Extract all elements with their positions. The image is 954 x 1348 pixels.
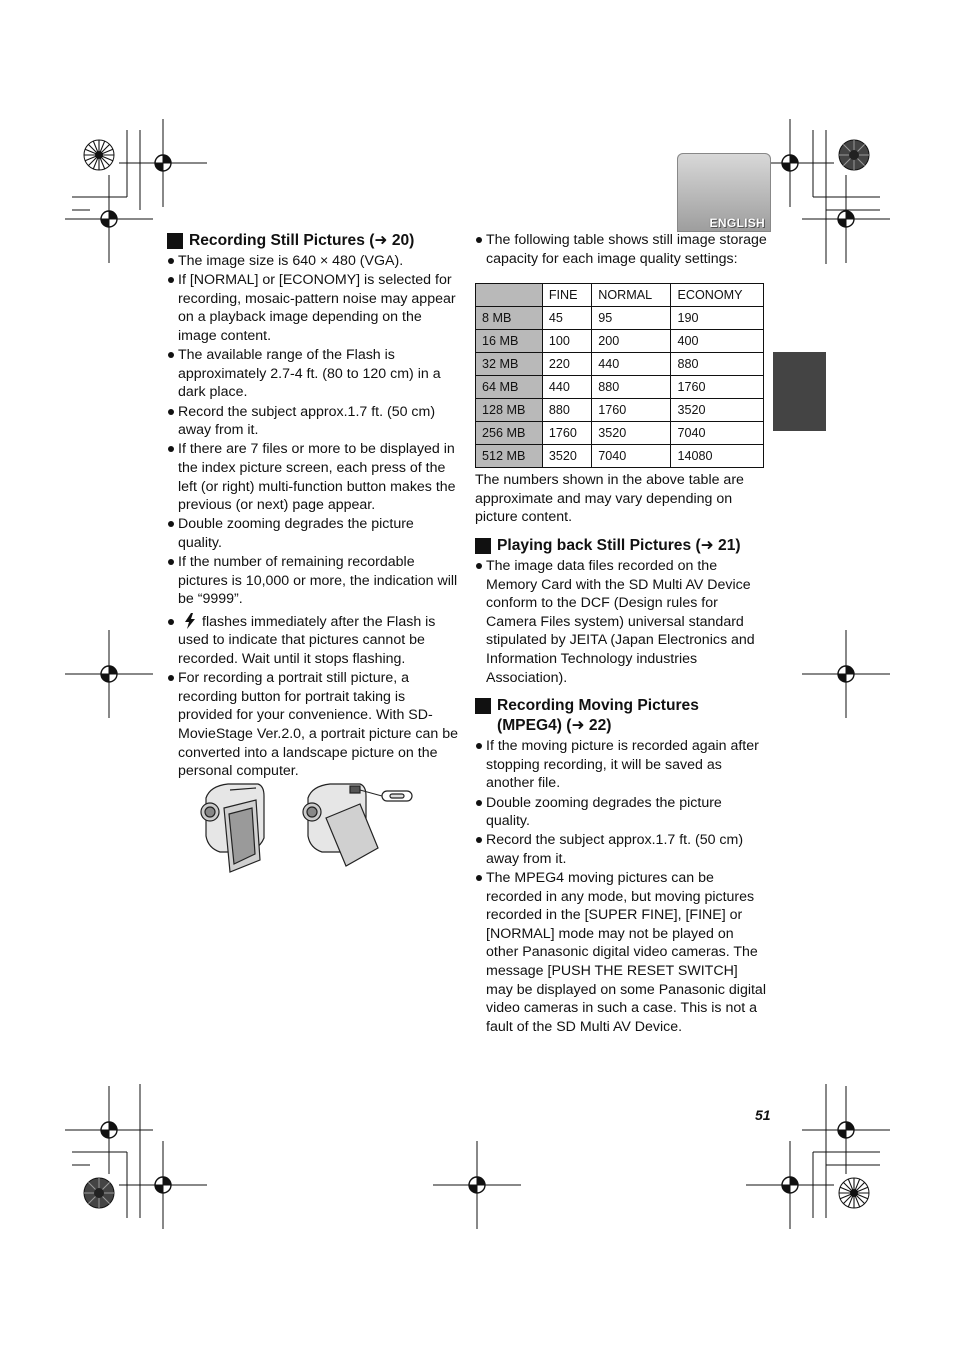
list-item: The available range of the Flash is approximately 2.7-4 ft. (80 to 120 cm) in a dark place. (167, 346, 459, 402)
table-row (476, 330, 764, 353)
table-cell: 256 MB (476, 422, 543, 445)
page-number: 51 (755, 1107, 771, 1123)
list-item (167, 613, 459, 669)
recording-still-bullets (167, 252, 459, 781)
table-cell: 400 (671, 330, 764, 353)
language-tab-label: ENGLISH (709, 216, 765, 230)
section-thumb-tab (773, 352, 826, 431)
table-cell: 880 (671, 353, 764, 376)
list-item: Double zooming degrades the picture quality. (167, 515, 459, 552)
table-cell: 3520 (671, 399, 764, 422)
table-cell: 45 (542, 307, 591, 330)
table-cell: 14080 (671, 445, 764, 468)
table-cell: 7040 (592, 445, 671, 468)
table-row (476, 376, 764, 399)
table-cell: 200 (592, 330, 671, 353)
list-item: The image size is 640 × 480 (VGA). (167, 252, 459, 271)
table-intro-list (475, 231, 767, 268)
table-header-cell (476, 284, 543, 307)
table-cell: 7040 (671, 422, 764, 445)
right-column (475, 231, 767, 1037)
list-item: Record the subject approx.1.7 ft. (50 cm) away from it. (167, 403, 459, 440)
list-item: For recording a portrait still picture, a recording button for portrait taking is provided for your convenience. With SD-MovieStage Ver.2.0, a portrait picture can be converted into a landscape picture on the personal computer. (167, 669, 459, 781)
table-cell: 512 MB (476, 445, 543, 468)
list-item: The following table shows still image storage capacity for each image quality settings: (475, 231, 767, 268)
table-note: The numbers shown in the above table are approximate and may vary depending on picture content. (475, 472, 744, 526)
table-cell: 32 MB (476, 353, 543, 376)
moving-bullets (475, 737, 767, 1036)
table-cell: 190 (671, 307, 764, 330)
list-item: If [NORMAL] or [ECONOMY] is selected for recording, mosaic-pattern noise may appear on a playback image depending on the image content. (167, 271, 459, 345)
section-heading-playback: Playing back Still Pictures (➜ 21) (475, 536, 767, 556)
heading-square-icon (475, 538, 491, 554)
list-item: Double zooming degrades the picture quality. (475, 794, 767, 831)
table-cell: 880 (542, 399, 591, 422)
list-item: The image data files recorded on the Memory Card with the SD Multi AV Device conform to the DCF (Design rules for Camera Files system) universal standard stipulated by JEITA (Japan Electronics and Information Technology industries Association). (475, 557, 767, 687)
table-cell: 64 MB (476, 376, 543, 399)
list-item: If the number of remaining recordable pictures is 10,000 or more, the indication will be “9999”. (167, 553, 459, 609)
table-cell: 220 (542, 353, 591, 376)
table-cell: 440 (542, 376, 591, 399)
storage-capacity-table (475, 283, 764, 468)
table-cell: 1760 (592, 399, 671, 422)
table-cell: 3520 (542, 445, 591, 468)
moving-section (475, 696, 767, 1036)
table-row (476, 353, 764, 376)
heading-square-icon (167, 233, 183, 249)
left-column (167, 231, 459, 781)
table-cell: 1760 (671, 376, 764, 399)
table-row (476, 422, 764, 445)
table-cell: 16 MB (476, 330, 543, 353)
list-item: If the moving picture is recorded again after stopping recording, it will be saved as another file. (475, 737, 767, 793)
table-row (476, 445, 764, 468)
table-cell: 3520 (592, 422, 671, 445)
playback-bullets (475, 557, 767, 687)
section-heading-moving: Recording Moving Pictures (MPEG4) (➜ 22) (475, 696, 767, 736)
table-cell: 880 (592, 376, 671, 399)
list-item: If there are 7 files or more to be displayed in the index picture screen, each press of the left (or right) multi-function button makes the previous (or next) page appear. (167, 440, 459, 514)
table-row (476, 307, 764, 330)
table-row (476, 399, 764, 422)
table-cell: 100 (542, 330, 591, 353)
language-tab (677, 153, 771, 232)
list-item: Record the subject approx.1.7 ft. (50 cm) away from it. (475, 831, 767, 868)
table-cell: 440 (592, 353, 671, 376)
table-header-row (476, 284, 764, 307)
flash-icon (184, 613, 196, 629)
heading-square-icon (475, 698, 491, 714)
table-cell: 8 MB (476, 307, 543, 330)
table-header-cell: NORMAL (592, 284, 671, 307)
table-cell: 1760 (542, 422, 591, 445)
list-item: The MPEG4 moving pictures can be recorded in any mode, but moving pictures recorded in the [SUPER FINE], [FINE] or [NORMAL] mode may not be played on other Panasonic digital video cameras. The message [PUSH THE RESET SWITCH] may be displayed on some Panasonic digital video cameras in such a case. This is not a fault of the SD Multi AV Device. (475, 869, 767, 1036)
table-header-cell: FINE (542, 284, 591, 307)
table-cell: 95 (592, 307, 671, 330)
camera-illustration (200, 778, 420, 878)
playback-section (475, 536, 767, 687)
table-header-cell: ECONOMY (671, 284, 764, 307)
table-cell: 128 MB (476, 399, 543, 422)
flash-bullet-text: flashes immediately after the Flash is used to indicate that pictures cannot be recorded. Wait until it stops flashing. (178, 613, 436, 668)
section-heading-recording-still: Recording Still Pictures (➜ 20) (167, 231, 459, 251)
